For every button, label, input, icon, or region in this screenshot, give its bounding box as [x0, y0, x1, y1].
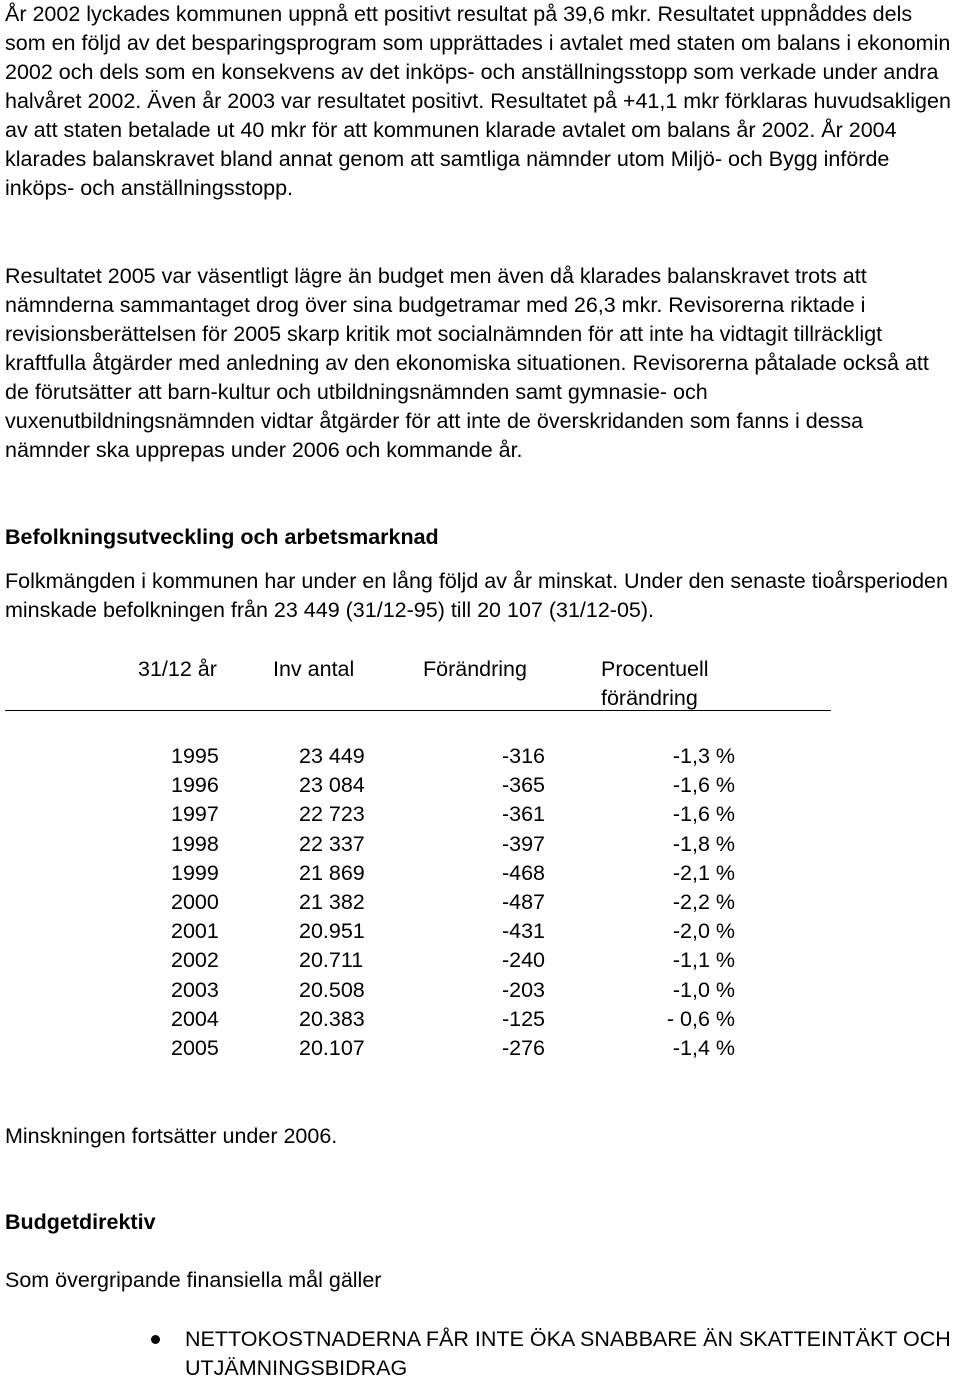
header-percent-change: Procentuell förändring: [601, 657, 709, 710]
cell-percent: -1,4 %: [672, 1035, 735, 1060]
cell-percent: -1,6 %: [672, 802, 735, 827]
cell-percent: -2,0 %: [672, 919, 735, 944]
cell-inhabitants: 23 084: [299, 773, 365, 798]
heading-budget-directive: Budgetdirektiv: [5, 1210, 156, 1234]
cell-change: -203: [501, 977, 545, 1002]
cell-year: 1995: [171, 744, 219, 768]
header-inhabitants: Inv antal: [273, 657, 355, 681]
table-row: [5, 771, 835, 800]
cell-year: 2002: [171, 948, 219, 973]
cell-change: -397: [501, 831, 545, 856]
cell-change: -316: [501, 744, 545, 768]
cell-change: -361: [501, 802, 545, 827]
cell-inhabitants: 20.951: [299, 919, 365, 944]
table-row: [5, 888, 835, 917]
table-row: [5, 800, 835, 829]
cell-percent: -2,1 %: [672, 860, 735, 885]
cell-change: -431: [501, 919, 545, 944]
cell-inhabitants: 22 723: [299, 802, 365, 827]
cell-inhabitants: 21 869: [299, 860, 365, 885]
cell-percent: -1,3 %: [672, 744, 735, 768]
cell-year: 2000: [171, 889, 219, 914]
cell-inhabitants: 20.711: [299, 948, 364, 973]
header-year: 31/12 år: [138, 657, 217, 681]
cell-year: 2004: [171, 1006, 219, 1031]
cell-percent: - 0,6 %: [666, 1006, 735, 1031]
cell-inhabitants: 21 382: [299, 889, 365, 914]
cell-year: 2005: [171, 1035, 219, 1060]
table-row: [5, 946, 835, 975]
cell-year: 2003: [171, 977, 219, 1002]
table-row: [5, 1005, 835, 1034]
table-body: [5, 742, 835, 1063]
paragraph-population: Folkmängden i kommunen har under en lång följd av år minskat. Under den senaste tioårsperioden minskade befolkningen från 23 449 (31/12-95) till 20 107 (31/12-05).: [5, 569, 948, 622]
cell-change: -125: [501, 1006, 545, 1031]
cell-change: -487: [501, 889, 545, 914]
table-row: [5, 1034, 835, 1063]
table-row: [5, 859, 835, 888]
cell-percent: -1,6 %: [672, 773, 735, 798]
table-header: [5, 655, 835, 713]
list-item-text: NETTOKOSTNADERNA FÅR INTE ÖKA SNABBARE ÄN SKATTEINTÄKT OCH UTJÄMNINGSBIDRAG: [185, 1327, 951, 1380]
goals-list: [5, 1325, 951, 1383]
cell-change: -468: [501, 860, 545, 885]
table-row: [5, 742, 835, 771]
cell-change: -365: [501, 773, 545, 798]
cell-year: 2001: [171, 919, 219, 944]
cell-inhabitants: 22 337: [299, 831, 365, 856]
cell-inhabitants: 23 449: [299, 744, 365, 768]
cell-change: -276: [501, 1035, 545, 1060]
paragraph-decline-continues: Minskningen fortsätter under 2006.: [5, 1124, 338, 1148]
paragraph-financial-goals: Som övergripande finansiella mål gäller: [5, 1268, 382, 1292]
cell-percent: -1,0 %: [672, 977, 735, 1002]
paragraph-results-2005: Resultatet 2005 var väsentligt lägre än budget men även då klarades balanskravet trots att nämnderna sammantaget drog över sina budgetramar med 26,3 mkr. Revisorerna riktade i revisionsberättelsen för 2005 skarp kritik mot socialnämnden för att inte ha vidtagit tillräckligt kraftfulla åtgärder med anledning av den ekonomiska situationen. Revisorerna påtalade också att de förutsätter att barn-kultur och utbildningsnämnden samt gymnasie- och vuxenutbildningsnämnden vidtar åtgärder för att inte de överskridanden som fanns i dessa nämnder ska upprepas under 2006 och kommande år.: [5, 264, 929, 462]
heading-population: Befolkningsutveckling och arbetsmarknad: [5, 525, 439, 549]
bullet-icon: [151, 1335, 160, 1344]
header-change: Förändring: [423, 657, 527, 681]
cell-year: 1997: [171, 802, 219, 827]
table-row: [5, 917, 835, 946]
cell-percent: -1,1 %: [672, 948, 735, 973]
cell-percent: -2,2 %: [672, 889, 735, 914]
cell-change: -240: [501, 948, 545, 973]
cell-inhabitants: 20.508: [299, 977, 365, 1002]
cell-inhabitants: 20.107: [299, 1035, 365, 1060]
table-row: [5, 830, 835, 859]
list-item: [5, 1325, 951, 1383]
cell-year: 1996: [171, 773, 219, 798]
paragraph-results-2002-2004: År 2002 lyckades kommunen uppnå ett positivt resultat på 39,6 mkr. Resultatet uppnåddes dels som en följd av det besparingsprogram som upprättades i avtalet med staten om balans i ekonomin 2002 och dels som en konsekvens av det inköps- och anställningsstopp som verkade under andra halvåret 2002. Även år 2003 var resultatet positivt. Resultatet på +41,1 mkr förklaras huvudsakligen av att staten betalade ut 40 mkr för att kommunen klarade avtalet om balans år 2002. År 2004 klarades balanskravet bland annat genom att samtliga nämnder utom Miljö- och Bygg införde inköps- och anställningsstopp.: [5, 2, 951, 200]
table-row: [5, 976, 835, 1005]
cell-percent: -1,8 %: [672, 831, 735, 856]
header-underline: [5, 710, 831, 711]
cell-inhabitants: 20.383: [299, 1006, 365, 1031]
cell-year: 1998: [171, 831, 219, 856]
cell-year: 1999: [171, 860, 219, 885]
population-table: [5, 655, 835, 1060]
